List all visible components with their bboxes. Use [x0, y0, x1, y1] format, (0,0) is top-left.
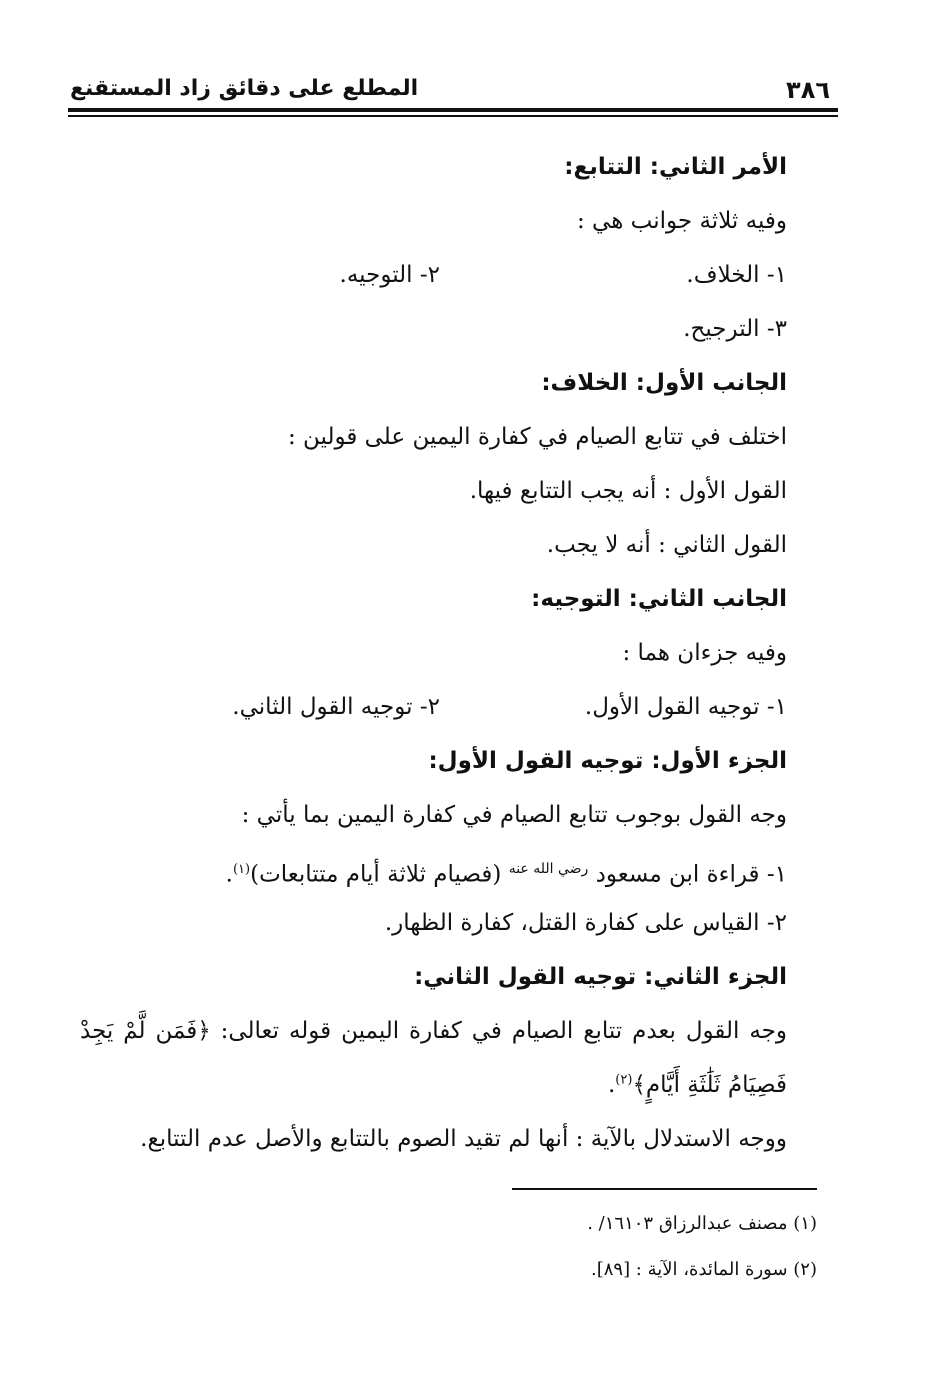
- verse-end: .: [607, 1072, 616, 1098]
- quran-verse-text: فَصِيَامُ ثَلَٰثَةِ أَيَّامٍ﴾: [632, 1072, 787, 1098]
- footnote-2: (٢) سورة المائدة، الآية : [٨٩].: [590, 1259, 817, 1280]
- header-rule-thin: [68, 115, 838, 117]
- evidence-item-1: [226, 852, 787, 892]
- part-item-1: ١- توجيه القول الأول.: [584, 694, 787, 720]
- second-opinion-rationale: وجه القول بعدم تتابع الصيام في كفارة اليمين قوله تعالى: ﴿فَمَن لَّمْ يَجِدْ: [80, 1018, 787, 1044]
- first-opinion-rationale: وجه القول بوجوب تتابع الصيام في كفارة اليمين بما يأتي :: [241, 802, 787, 828]
- footnote-ref-2[interactable]: (٢): [615, 1072, 633, 1088]
- page-number: ٣٨٦: [786, 76, 830, 104]
- heading-first-aspect: الجانب الأول: الخلاف:: [541, 370, 787, 396]
- evidence-1-end: .: [225, 861, 233, 888]
- heading-second-aspect: الجانب الثاني: التوجيه:: [531, 586, 787, 612]
- quran-verse-continuation: [608, 1068, 787, 1102]
- running-header: [68, 70, 838, 110]
- footnote-ref-1[interactable]: (١): [232, 862, 251, 877]
- aspect-item-3: ٣- الترجيح.: [683, 316, 787, 342]
- second-opinion: القول الثاني : أنه لا يجب.: [546, 532, 787, 558]
- intro-two-parts: وفيه جزءان هما :: [622, 640, 787, 666]
- evidence-1-reading: (فصيام ثلاثة أيام متتابعات): [250, 861, 502, 888]
- intro-three-aspects: وفيه ثلاثة جوانب هي :: [577, 208, 787, 234]
- book-title: المطلع على دقائق زاد المستقنع: [70, 76, 419, 101]
- footnote-separator: [512, 1188, 817, 1190]
- part-item-2: ٢- توجيه القول الثاني.: [232, 694, 440, 720]
- inference-from-verse: ووجه الاستدلال بالآية : أنها لم تقيد الصوم بالتتابع والأصل عدم التتابع.: [140, 1126, 787, 1152]
- honorific-glyph: رضي الله عنه: [508, 861, 589, 877]
- heading-second-part: الجزء الثاني: توجيه القول الثاني:: [414, 964, 787, 990]
- first-opinion: القول الأول : أنه يجب التتابع فيها.: [469, 478, 787, 504]
- aspect-item-1: ١- الخلاف.: [686, 262, 787, 288]
- evidence-item-2: ٢- القياس على كفارة القتل، كفارة الظهار.: [384, 910, 787, 936]
- footnote-1: (١) مصنف عبدالرزاق ١٦١٠٣/ .: [587, 1213, 817, 1234]
- aspect-item-2: ٢- التوجيه.: [339, 262, 440, 288]
- section-heading-second-matter: الأمر الثاني: التتابع:: [564, 154, 787, 180]
- header-rule-thick: [68, 108, 838, 112]
- heading-first-part: الجزء الأول: توجيه القول الأول:: [428, 748, 787, 774]
- evidence-1-text: ١- قراءة ابن مسعود: [595, 861, 787, 888]
- disagreement-text: اختلف في تتابع الصيام في كفارة اليمين على قولين :: [287, 424, 787, 450]
